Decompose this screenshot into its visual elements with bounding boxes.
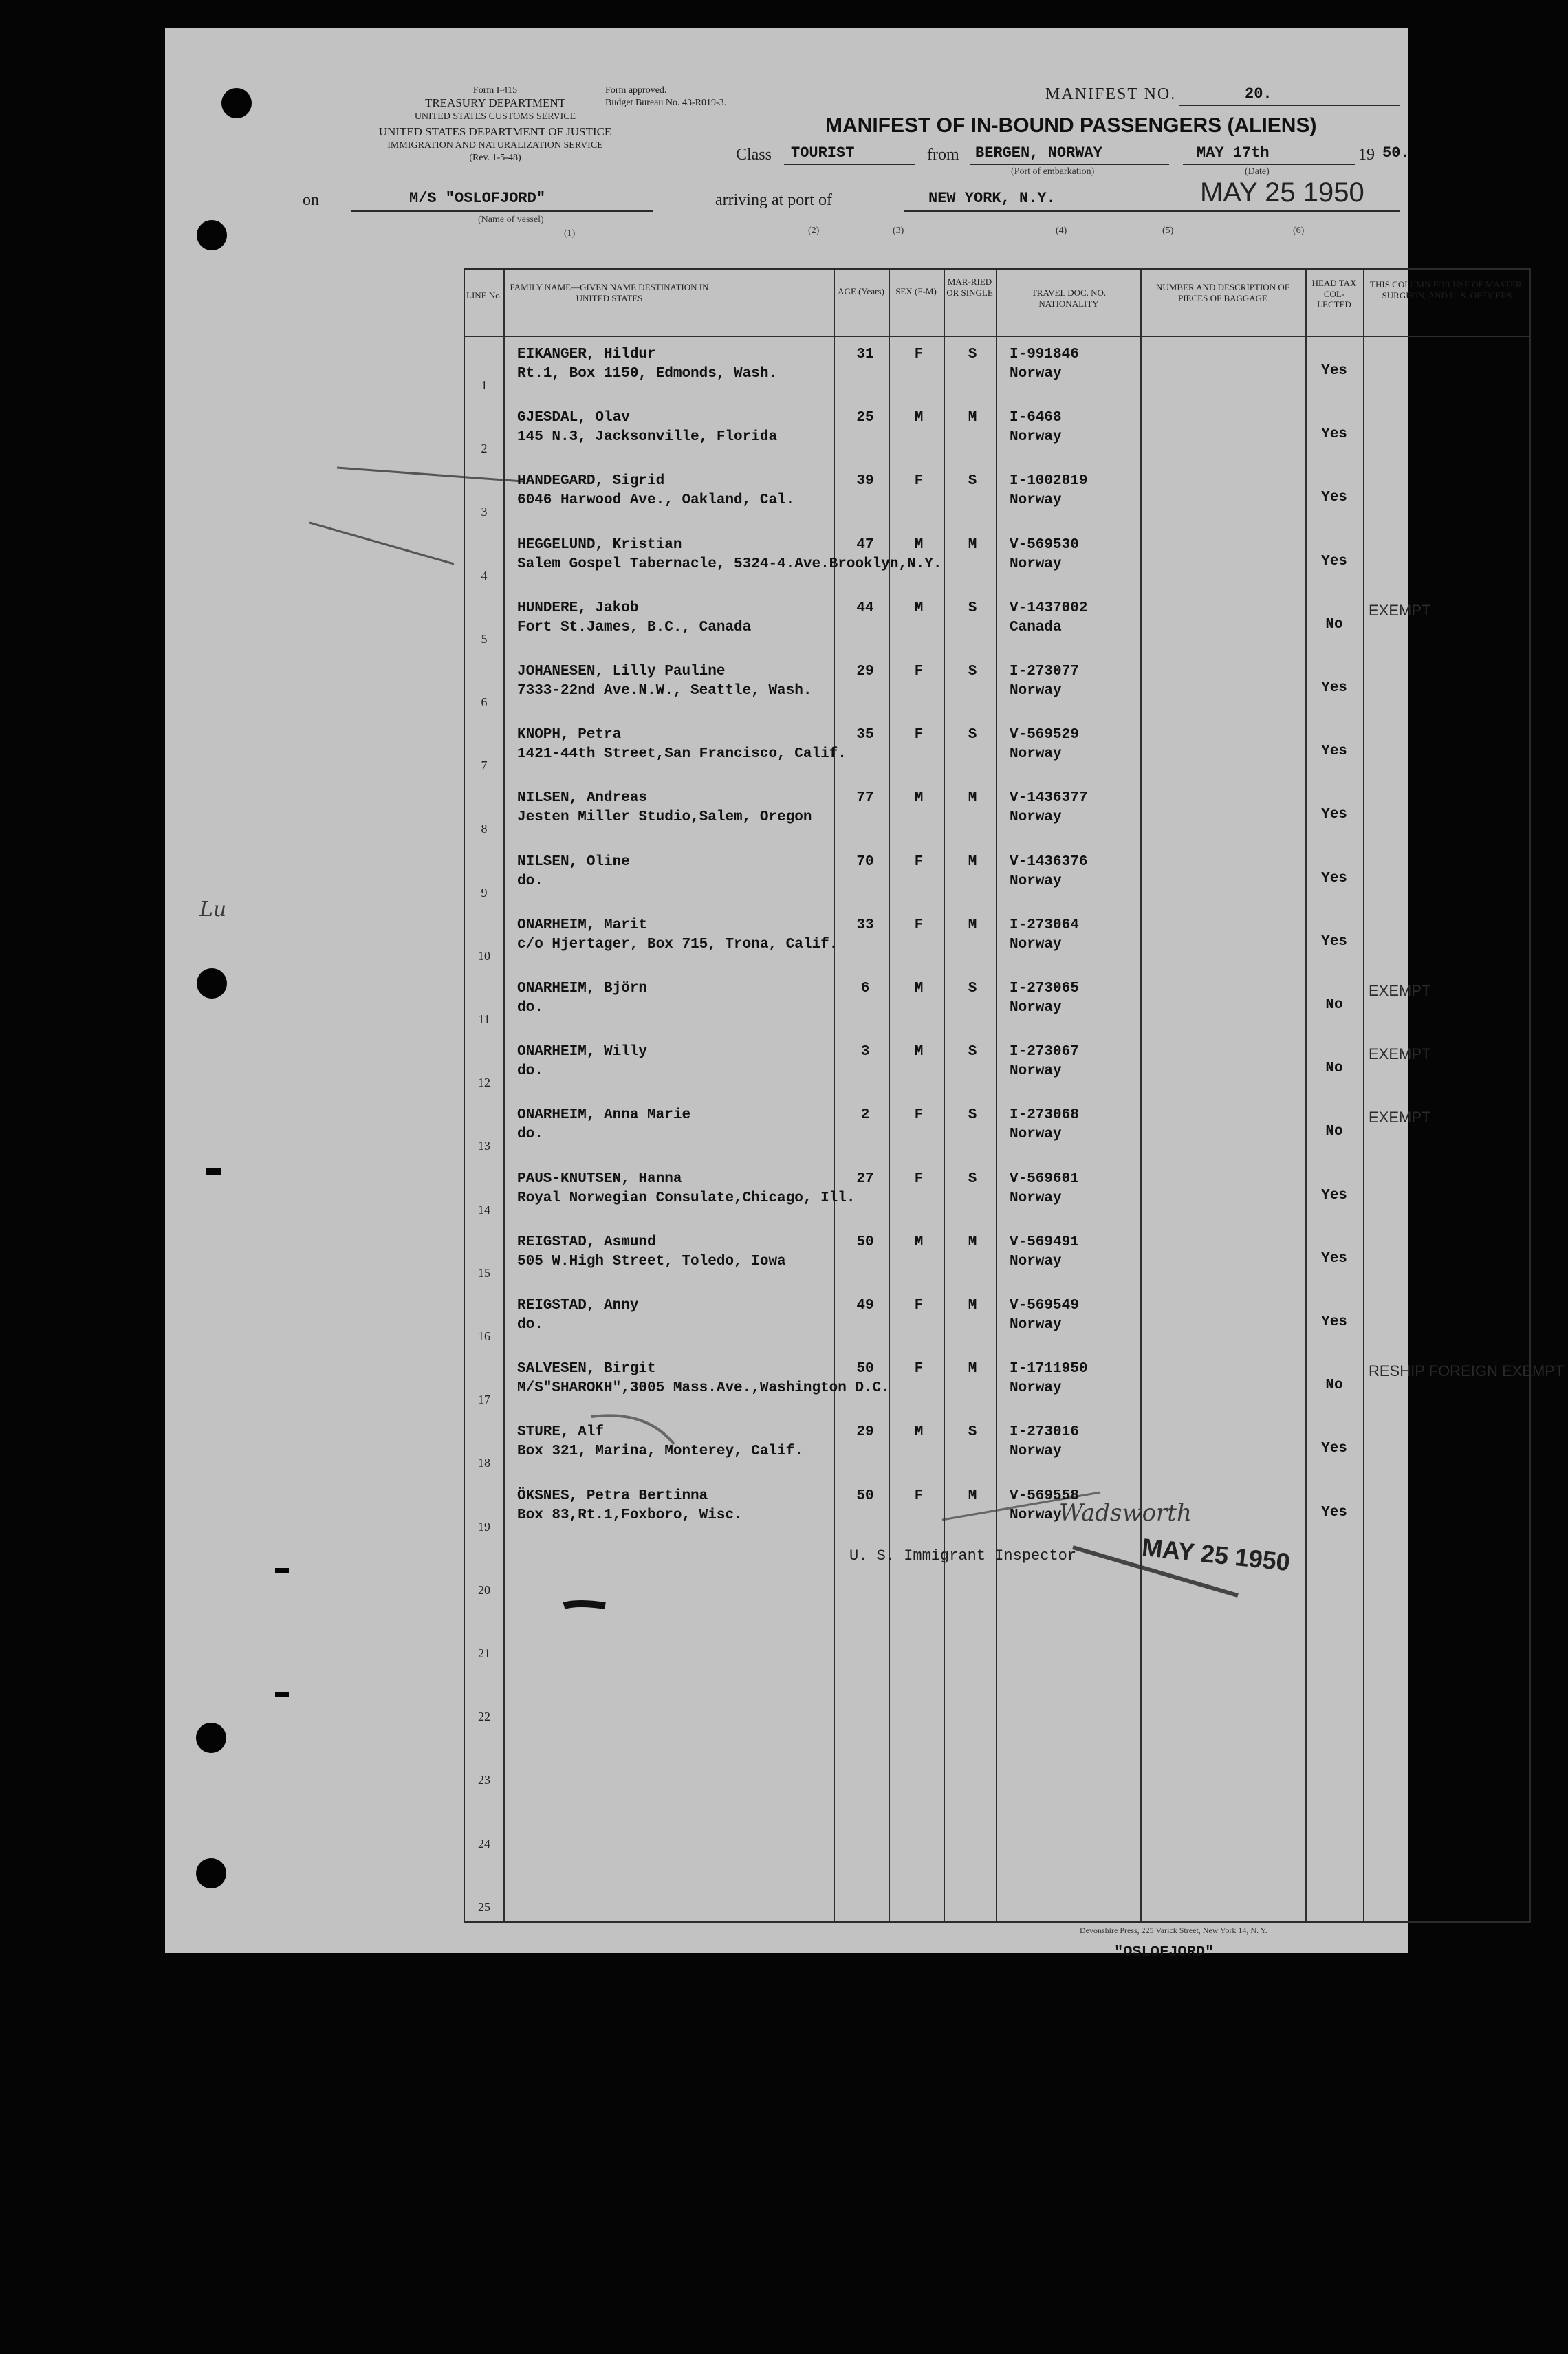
colnum-2: (2) — [808, 226, 820, 236]
line-number: 21 — [478, 1646, 490, 1660]
head-tax: Yes — [1321, 1250, 1347, 1267]
port-note: (Port of embarkation) — [1011, 166, 1095, 177]
footer-ship-name: "OSLOFJORD" — [1114, 1943, 1215, 1961]
on-label: on — [303, 191, 319, 209]
passenger-name: ONARHEIM, Marit — [517, 917, 648, 933]
nationality: Norway — [1010, 1380, 1062, 1397]
line-number: 14 — [478, 1202, 490, 1217]
line-number: 8 — [481, 822, 488, 836]
from-label: from — [927, 146, 959, 164]
line-number: 3 — [481, 505, 488, 519]
passenger-age: 29 — [856, 664, 874, 679]
passenger-destination: Box 83,Rt.1,Foxboro, Wisc. — [517, 1507, 743, 1523]
table-row — [465, 1033, 1529, 1096]
colnum-1: (1) — [564, 228, 576, 239]
passenger-destination: 145 N.3, Jacksonville, Florida — [517, 429, 778, 446]
passenger-age: 2 — [860, 1107, 870, 1124]
passenger-sex: F — [914, 347, 924, 362]
passenger-marital: S — [968, 981, 977, 996]
header-baggage: NUMBER AND DESCRIPTION OF PIECES OF BAGGAGE — [1156, 282, 1289, 303]
line-number: 12 — [478, 1076, 490, 1090]
budget-bureau: Budget Bureau No. 43-R019-3. — [605, 98, 727, 108]
line-number: 24 — [478, 1836, 490, 1851]
travel-doc-number: I-273067 — [1010, 1044, 1079, 1060]
passenger-marital: M — [968, 410, 977, 426]
passenger-name: PAUS-KNUTSEN, Hanna — [517, 1170, 682, 1187]
passenger-marital: S — [968, 473, 977, 490]
passenger-marital: S — [968, 1170, 977, 1187]
officer-note: EXEMPT — [1369, 982, 1431, 999]
head-tax: No — [1325, 1377, 1343, 1394]
head-tax: Yes — [1321, 870, 1347, 886]
colnum-6: (6) — [1293, 226, 1305, 236]
head-tax: No — [1325, 616, 1343, 633]
line-number: 17 — [478, 1393, 490, 1407]
nationality: Norway — [1010, 556, 1062, 572]
class-label: Class — [736, 146, 772, 164]
table-row — [465, 1350, 1565, 1413]
passenger-age: 25 — [856, 410, 874, 426]
travel-doc-number: I-6468 — [1010, 410, 1062, 426]
officer-note: EXEMPT — [1369, 1045, 1431, 1063]
header-officers: THIS COLUMN FOR USE OF MASTER, SURGEON, AND U. S. OFFICERS — [1370, 279, 1524, 301]
line-number: 4 — [481, 568, 488, 582]
nationality: Norway — [1010, 1507, 1062, 1523]
nationality: Norway — [1010, 809, 1062, 826]
passenger-marital: M — [968, 853, 977, 870]
passenger-marital: M — [968, 1234, 977, 1250]
passenger-sex: F — [914, 917, 924, 933]
head-tax: Yes — [1321, 363, 1347, 379]
table-row — [465, 1096, 1529, 1159]
travel-doc-number: I-1002819 — [1010, 473, 1088, 490]
line-number: 10 — [478, 948, 490, 963]
passenger-destination: Salem Gospel Tabernacle, 5324-4.Ave.Brooklyn,N.Y. — [517, 556, 942, 572]
passenger-name: JOHANESEN, Lilly Pauline — [517, 664, 726, 679]
passenger-sex: F — [914, 853, 924, 870]
nationality: Norway — [1010, 1126, 1062, 1143]
passenger-age: 35 — [856, 727, 874, 743]
table-row — [465, 843, 1529, 906]
binder-hole-2 — [197, 220, 227, 250]
passenger-destination: c/o Hjertager, Box 715, Trona, Calif. — [517, 936, 838, 952]
travel-doc-number: I-273065 — [1010, 981, 1079, 996]
passenger-destination: Box 321, Marina, Monterey, Calif. — [517, 1443, 803, 1460]
table-row — [465, 1287, 1529, 1350]
nationality: Norway — [1010, 1190, 1062, 1206]
travel-doc-number: V-569558 — [1010, 1487, 1079, 1504]
nationality: Norway — [1010, 366, 1062, 382]
passenger-name: ONARHEIM, Willy — [517, 1044, 648, 1060]
passenger-destination: 7333-22nd Ave.N.W., Seattle, Wash. — [517, 683, 812, 699]
travel-doc-number: I-273016 — [1010, 1424, 1079, 1441]
passenger-age: 6 — [860, 981, 870, 996]
table-row — [465, 1794, 1529, 1857]
head-tax: Yes — [1321, 1187, 1347, 1203]
officer-note: EXEMPT — [1369, 601, 1431, 619]
header-sex: SEX (F-M) — [895, 286, 937, 296]
inspector-label: U. S. Immigrant Inspector — [849, 1547, 1077, 1565]
passenger-sex: M — [914, 1044, 924, 1060]
passenger-marital: S — [968, 1044, 977, 1060]
nationality: Norway — [1010, 1317, 1062, 1333]
binder-mark-1 — [206, 1168, 221, 1175]
year-value: 50. — [1382, 144, 1410, 162]
table-row — [465, 462, 1529, 525]
head-tax: No — [1325, 997, 1343, 1013]
passenger-destination: 505 W.High Street, Toledo, Iowa — [517, 1253, 786, 1269]
passenger-age: 50 — [856, 1234, 874, 1250]
officer-note: EXEMPT — [1369, 1109, 1431, 1126]
department-of-justice: UNITED STATES DEPARTMENT OF JUSTICE — [378, 125, 612, 138]
travel-doc-number: I-991846 — [1010, 347, 1079, 362]
head-tax: Yes — [1321, 553, 1347, 569]
passenger-sex: F — [914, 1361, 924, 1377]
header-married: MAR-RIED OR SINGLE — [946, 276, 993, 298]
colnum-3: (3) — [893, 226, 904, 236]
passenger-marital: M — [968, 536, 977, 553]
travel-doc-number: V-569530 — [1010, 536, 1079, 553]
nationality: Canada — [1010, 619, 1062, 635]
line-number: 23 — [478, 1773, 490, 1787]
manifest-sheet — [165, 28, 1565, 1961]
travel-doc-number: V-1436377 — [1010, 790, 1088, 807]
passenger-sex: F — [914, 1170, 924, 1187]
line-number: 7 — [481, 759, 488, 773]
passenger-destination: Fort St.James, B.C., Canada — [517, 619, 752, 635]
travel-doc-number: I-273064 — [1010, 917, 1079, 933]
passenger-destination: do. — [517, 1317, 543, 1333]
passenger-sex: F — [914, 1107, 924, 1124]
passenger-destination: 6046 Harwood Ave., Oakland, Cal. — [517, 492, 795, 509]
passenger-name: HEGGELUND, Kristian — [517, 536, 682, 553]
passenger-sex: F — [914, 1487, 924, 1504]
travel-doc-number: I-1711950 — [1010, 1361, 1088, 1377]
passenger-name: NILSEN, Oline — [517, 853, 630, 870]
arriving-port: NEW YORK, N.Y. — [928, 190, 1056, 207]
nationality: Norway — [1010, 936, 1062, 952]
passenger-sex: F — [914, 664, 924, 679]
head-tax: Yes — [1321, 1441, 1347, 1457]
travel-doc-number: V-569491 — [1010, 1234, 1079, 1250]
passenger-name: ONARHEIM, Anna Marie — [517, 1107, 691, 1124]
passenger-marital: M — [968, 1361, 977, 1377]
passenger-sex: F — [914, 473, 924, 490]
form-revision: (Rev. 1-5-48) — [469, 153, 521, 163]
manifest-title: MANIFEST OF IN-BOUND PASSENGERS (ALIENS) — [825, 114, 1317, 137]
table-row — [465, 1477, 1529, 1540]
customs-service: UNITED STATES CUSTOMS SERVICE — [414, 111, 576, 122]
passenger-age: 44 — [856, 600, 874, 616]
travel-doc-number: V-1436376 — [1010, 853, 1088, 870]
passenger-sex: M — [914, 1424, 924, 1441]
line-number: 1 — [481, 378, 488, 392]
passenger-name: SALVESEN, Birgit — [517, 1361, 656, 1377]
nationality: Norway — [1010, 1443, 1062, 1460]
passenger-age: 47 — [856, 536, 874, 553]
passenger-age: 50 — [856, 1361, 874, 1377]
passenger-age: 50 — [856, 1487, 874, 1504]
line-number: 9 — [481, 885, 488, 900]
table-row — [465, 1667, 1529, 1730]
head-tax: Yes — [1321, 933, 1347, 950]
passenger-marital: M — [968, 1298, 977, 1314]
nationality: Norway — [1010, 683, 1062, 699]
passenger-name: GJESDAL, Olav — [517, 410, 630, 426]
head-tax: No — [1325, 1124, 1343, 1140]
header-head-tax: HEAD TAX COL-LECTED — [1311, 278, 1357, 310]
passenger-name: NILSEN, Andreas — [517, 790, 648, 807]
passenger-marital: M — [968, 790, 977, 807]
line-number: 25 — [478, 1899, 490, 1914]
passenger-age: 27 — [856, 1170, 874, 1187]
passenger-marital: S — [968, 600, 977, 616]
passenger-age: 49 — [856, 1298, 874, 1314]
passenger-sex: M — [914, 600, 924, 616]
header-age: AGE (Years) — [838, 286, 884, 296]
passenger-name: STURE, Alf — [517, 1424, 605, 1441]
nationality: Norway — [1010, 492, 1062, 509]
table-row — [465, 1413, 1529, 1476]
binder-hole-5 — [196, 1858, 226, 1888]
head-tax: Yes — [1321, 1314, 1347, 1330]
passenger-name: ONARHEIM, Björn — [517, 981, 648, 996]
passenger-table — [464, 268, 1565, 1923]
nationality: Norway — [1010, 873, 1062, 889]
arrival-date-stamp: MAY 25 1950 — [1200, 177, 1364, 208]
passenger-destination: Rt.1, Box 1150, Edmonds, Wash. — [517, 366, 778, 382]
passenger-name: REIGSTAD, Anny — [517, 1298, 639, 1314]
line-number: 20 — [478, 1582, 490, 1597]
table-row — [465, 653, 1529, 716]
binder-mark-2 — [275, 1568, 289, 1573]
passenger-marital: S — [968, 664, 977, 679]
table-row — [465, 526, 1529, 589]
travel-doc-number: V-569529 — [1010, 727, 1079, 743]
inspector-signature: Wadsworth — [1059, 1499, 1192, 1527]
passenger-destination: Royal Norwegian Consulate,Chicago, Ill. — [517, 1190, 856, 1206]
colnum-5: (5) — [1162, 226, 1174, 236]
line-number: 16 — [478, 1329, 490, 1343]
date-value: MAY 17th — [1197, 144, 1270, 162]
passenger-sex: F — [914, 727, 924, 743]
passenger-marital: S — [968, 1424, 977, 1441]
vessel-note: (Name of vessel) — [478, 215, 544, 225]
line-number: 11 — [478, 1012, 490, 1026]
head-tax: Yes — [1321, 490, 1347, 506]
nationality: Norway — [1010, 1253, 1062, 1269]
passenger-name: KNOPH, Petra — [517, 727, 622, 743]
head-tax: Yes — [1321, 1504, 1347, 1521]
passenger-age: 77 — [856, 790, 874, 807]
nationality: Norway — [1010, 746, 1062, 763]
head-tax: Yes — [1321, 426, 1347, 443]
from-value: BERGEN, NORWAY — [975, 144, 1102, 162]
passenger-name: EIKANGER, Hildur — [517, 347, 656, 362]
manifest-no-value: 20. — [1245, 85, 1272, 102]
inspector-date-stamp: MAY 25 1950 — [1140, 1532, 1292, 1577]
passenger-destination: do. — [517, 1000, 543, 1016]
head-tax: Yes — [1321, 743, 1347, 760]
table-row — [465, 906, 1529, 970]
passenger-marital: M — [968, 1487, 977, 1504]
passenger-destination: do. — [517, 1126, 543, 1143]
header-name: FAMILY NAME—GIVEN NAME DESTINATION IN UNITED STATES — [510, 282, 709, 303]
margin-handwriting: Lu — [199, 897, 227, 922]
line-number: 19 — [478, 1519, 490, 1534]
passenger-name: HUNDERE, Jakob — [517, 600, 639, 616]
table-row — [465, 589, 1529, 653]
line-number: 18 — [478, 1456, 490, 1470]
line-number: 6 — [481, 695, 488, 709]
table-row — [465, 399, 1529, 462]
ins-service: IMMIGRATION AND NATURALIZATION SERVICE — [387, 140, 603, 151]
header-travel-doc: TRAVEL DOC. NO. NATIONALITY — [1031, 287, 1107, 309]
year-prefix: 19 — [1358, 146, 1375, 164]
passenger-destination: 1421-44th Street,San Francisco, Calif. — [517, 746, 847, 763]
nationality: Norway — [1010, 1063, 1062, 1080]
head-tax: Yes — [1321, 807, 1347, 823]
table-row — [465, 779, 1529, 842]
table-row — [465, 970, 1529, 1033]
passenger-name: HANDEGARD, Sigrid — [517, 473, 665, 490]
passenger-age: 70 — [856, 853, 874, 870]
form-approved: Form approved. — [605, 85, 667, 96]
passenger-destination: do. — [517, 1063, 543, 1080]
passenger-name: REIGSTAD, Asmund — [517, 1234, 656, 1250]
line-number: 22 — [478, 1710, 490, 1724]
passenger-sex: M — [914, 981, 924, 996]
vessel-name: M/S "OSLOFJORD" — [409, 190, 546, 207]
table-row — [465, 1223, 1529, 1287]
passenger-age: 31 — [856, 347, 874, 362]
passenger-destination: Jesten Miller Studio,Salem, Oregon — [517, 809, 812, 826]
line-number: 13 — [478, 1139, 490, 1153]
passenger-marital: M — [968, 917, 977, 933]
passenger-destination: M/S"SHAROKH",3005 Mass.Ave.,Washington D.C. — [517, 1380, 890, 1397]
line-number: 5 — [481, 631, 488, 646]
travel-doc-number: I-273068 — [1010, 1107, 1079, 1124]
travel-doc-number: V-1437002 — [1010, 600, 1088, 616]
passenger-age: 3 — [860, 1044, 870, 1060]
passenger-marital: S — [968, 727, 977, 743]
passenger-age: 29 — [856, 1424, 874, 1441]
table-row — [465, 716, 1529, 779]
line-number: 15 — [478, 1265, 490, 1280]
passenger-sex: M — [914, 536, 924, 553]
manifest-no-label: MANIFEST NO. — [1045, 85, 1177, 103]
binder-hole-1 — [221, 88, 252, 118]
binder-hole-3 — [197, 968, 227, 999]
passenger-marital: S — [968, 1107, 977, 1124]
head-tax: No — [1325, 1060, 1343, 1077]
treasury-department: TREASURY DEPARTMENT — [424, 96, 566, 109]
header-line-no: LINE No. — [466, 290, 502, 301]
form-number: Form I-415 — [472, 85, 518, 96]
colnum-4: (4) — [1056, 226, 1067, 236]
passenger-sex: M — [914, 790, 924, 807]
line-number: 2 — [481, 442, 488, 456]
passenger-sex: M — [914, 1234, 924, 1250]
table-row — [465, 336, 1529, 399]
passenger-age: 39 — [856, 473, 874, 490]
head-tax: Yes — [1321, 680, 1347, 696]
table-row — [465, 1857, 1529, 1921]
passenger-age: 33 — [856, 917, 874, 933]
travel-doc-number: V-569601 — [1010, 1170, 1079, 1187]
travel-doc-number: V-569549 — [1010, 1298, 1079, 1314]
table-row — [465, 1160, 1529, 1223]
table-row — [465, 1604, 1529, 1667]
date-note: (Date) — [1245, 166, 1270, 177]
nationality: Norway — [1010, 1000, 1062, 1016]
passenger-name: ÖKSNES, Petra Bertinna — [517, 1487, 708, 1504]
binder-hole-4 — [196, 1723, 226, 1753]
binder-mark-3 — [275, 1692, 289, 1697]
passenger-marital: S — [968, 347, 977, 362]
printer-imprint: Devonshire Press, 225 Varick Street, New York 14, N. Y. — [1080, 1926, 1267, 1935]
nationality: Norway — [1010, 429, 1062, 446]
officer-note: RESHIP FOREIGN EXEMPT — [1369, 1362, 1565, 1380]
travel-doc-number: I-273077 — [1010, 664, 1079, 679]
passenger-sex: M — [914, 410, 924, 426]
arriving-label: arriving at port of — [715, 191, 832, 209]
passenger-destination: do. — [517, 873, 543, 889]
passenger-sex: F — [914, 1298, 924, 1314]
class-value: TOURIST — [791, 144, 855, 162]
table-row — [465, 1730, 1529, 1794]
